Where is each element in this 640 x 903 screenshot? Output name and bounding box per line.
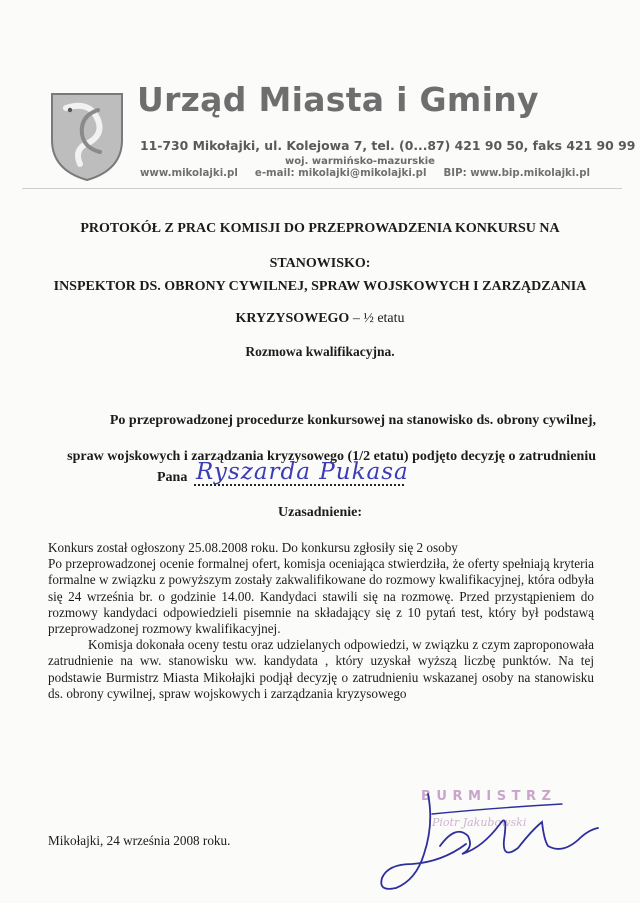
letterhead-region: woj. warmińsko-mazurskie [285, 156, 435, 167]
letterhead-bip: BIP: www.bip.mikolajki.pl [443, 168, 590, 179]
heading-line-3: INSPEKTOR DS. OBRONY CYWILNEJ, SPRAW WOJSKOWYCH I ZARZĄDZANIA [53, 279, 587, 294]
handwritten-candidate-name: Ryszarda Pukasa [196, 459, 409, 485]
justification-title: Uzasadnienie: [278, 505, 362, 520]
stamp-title: BURMISTRZ [421, 789, 557, 804]
stamp-name: Piotr Jakubowski [432, 816, 527, 829]
heading-line-4 [20, 311, 620, 327]
justification-paragraph-1: Konkurs został ogłoszony 25.08.2008 roku. Do konkursu zgłosiły się 2 osoby [48, 540, 458, 555]
letterhead-address: 11-730 Mikołajki, ul. Kolejowa 7, tel. (0...87) 421 90 50, faks 421 90 99 [140, 138, 636, 153]
pana-label: Pana [157, 470, 188, 485]
letterhead-title: Urząd Miasta i Gminy [137, 80, 539, 119]
heading-line-1: PROTOKÓŁ Z PRAC KOMISJI DO PRZEPROWADZENIA KONKURSU NA [80, 221, 560, 236]
justification-paragraph-3: Komisja dokonała oceny testu oraz udzielanych odpowiedzi, w związku z czym zaproponowała zatrudnienie na ww. stanowisku ww. kandydata , który uzyskał wyższą liczbę punktów. Na tej podstawie Burmistrz Miasta Mikołajki podjął decyzję o zatrudnieniu wskazanej osoby na stanowisku ds. obrony cywilnej, spraw wojskowych i zarządzania kryzysowego [48, 637, 594, 701]
letterhead-email: e-mail: mikolajki@mikolajki.pl [254, 168, 427, 179]
heading-subtitle: Rozmowa kwalifikacyjna. [245, 344, 395, 359]
letterhead-contacts [140, 168, 590, 179]
letterhead-website: www.mikolajki.pl [140, 168, 238, 179]
heading-position-suffix: – ½ etatu [349, 311, 405, 326]
coat-of-arms-fish-icon [46, 90, 128, 182]
letterhead-divider [22, 188, 622, 189]
handwritten-signature-icon [372, 784, 604, 896]
justification-body [48, 540, 594, 702]
intro-line-1: Po przeprowadzonej procedurze konkursowej na stanowisko ds. obrony cywilnej, [109, 413, 596, 428]
heading-position: KRYZYSOWEGO [235, 311, 350, 326]
place-and-date: Mikołajki, 24 września 2008 roku. [48, 833, 231, 848]
heading-line-2: STANOWISKO: [269, 256, 371, 271]
intro-line-2: spraw wojskowych i zarządzania kryzysowego (1/2 etatu) podjęto decyzję o zatrudnieniu [67, 449, 596, 464]
justification-paragraph-2: Po przeprowadzonej ocenie formalnej ofert, komisja oceniająca stwierdziła, że oferty spełniają kryteria formalne w związku z powyższym zostały zakwalifikowane do rozmowy kwalifikacyjnej, która odbyła się 24 września br. o godzinie 14.00. Kandydaci stawili się na rozmowę. Przed przystąpieniem do rozmowy kandydaci odpowiedzieli pisemnie na składający się z 10 pytań test, który był podstawą przeprowadzonej rozmowy kwalifikacyjnej. [48, 556, 594, 637]
